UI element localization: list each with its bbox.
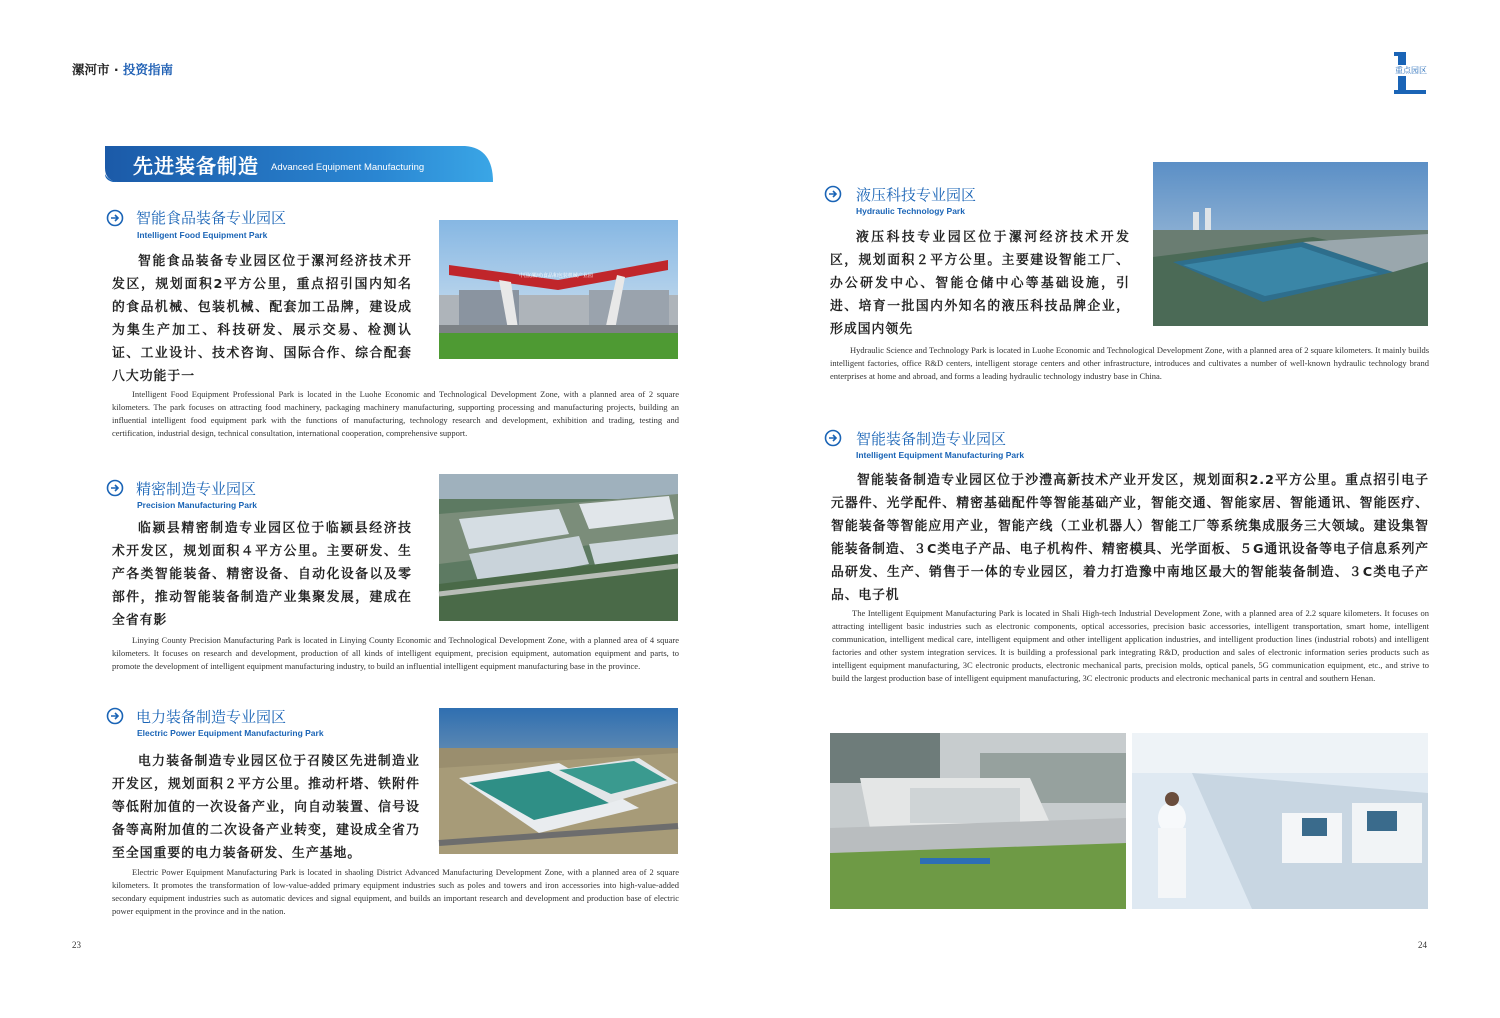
precision-park-body-cn: 临颍县精密制造专业园区位于临颍县经济技术开发区，规划面积４平方公里。主要研发、生产各类智能装备、精密设备、自动化设备以及零部件，推动智能装备制造产业集聚发展，建成在全省有影 (112, 521, 412, 629)
section-title-precision: 精密制造专业园区 (136, 480, 257, 498)
banner-subtitle: Advanced Equipment Manufacturing (271, 162, 425, 173)
power-park-photo (439, 708, 678, 854)
header-city: 漯河市 (72, 62, 110, 77)
section-subtitle-food: Intelligent Food Equipment Park (137, 230, 268, 240)
section-subtitle-power: Electric Power Equipment Manufacturing Park (137, 728, 324, 738)
precision-park-photo (439, 474, 678, 621)
intelligent-park-building-photo (830, 733, 1126, 909)
arrow-circle-icon (106, 209, 124, 227)
hydraulic-park-body-en: Hydraulic Science and Technology Park is located in Luohe Economic and Technological Development Zone, with a planned area of 2 square kilometers. It mainly builds intelligent factories, office R&D centers, intelligent storage centers and other infrastructure, introduces and cultivates a number of well-known hydraulic technology brand enterprises at home and abroad, and forms a leading hydraulic technology industry base in China. (830, 345, 1429, 381)
logo-label: 重点园区 (1395, 66, 1427, 75)
food-park-photo (439, 220, 678, 359)
intelligent-park-body-en: The Intelligent Equipment Manufacturing Park is located in Shali High-tech Industrial Development Zone, with a planned area of 2.2 square kilometers. It focuses on attracting intelligent basic industries such as electronic components, optical accessories, precision basic accessories, intelligent transportation, smart home, intelligent communication, intelligent medical care, intelligent equipment and other intelligent application industries, and intelligent production lines (industrial robots) and intelligent factories and other system integration services. It is building a professional park integrating R&D, production and sales of electronic information series products such as intelligent equipment manufacturing, 3C electronic products, electronic mechanical parts, precision molds, optical panels, 5G communication equipment, etc., and strive to build the largest production base of intelligent equipment manufacturing, 3C electronic products and electronic mechanical parts in central and southern Henan. (832, 608, 1429, 683)
arrow-circle-icon (824, 429, 842, 447)
arrow-circle-icon (106, 707, 124, 725)
power-park-body-en: Electric Power Equipment Manufacturing Park is located in shaoling District Advanced Manufacturing Development Zone, with a planned area of 2 square kilometers. It promotes the transformation of low-value-added primary equipment industries such as poles and towers and iron accessories into high-value-added secondary equipment industries such as automatic devices and signal equipment, and builds an important research and development and production base of electric power equipment in the province and in the nation. (112, 867, 679, 916)
power-park-body-cn: 电力装备制造专业园区位于召陵区先进制造业开发区，规划面积２平方公里。推动杆塔、铁附件等低附加值的一次设备产业，向自动装置、信号设备等高附加值的二次设备产业转变，建设成全省乃至全国重要的电力装备研发、生产基地。 (112, 754, 420, 862)
header-dot: · (113, 62, 119, 77)
hydraulic-park-photo (1153, 162, 1428, 326)
arrow-circle-icon (824, 185, 842, 203)
intelligent-park-cleanroom-photo (1132, 733, 1428, 909)
section-subtitle-hydraulic: Hydraulic Technology Park (856, 206, 965, 216)
section-title-intelligent: 智能装备制造专业园区 (856, 430, 1007, 448)
section-subtitle-intelligent: Intelligent Equipment Manufacturing Park (856, 450, 1025, 460)
header-guide: 投资指南 (122, 62, 173, 77)
food-park-sign: 中国(漯河)食品和包装机械产业园 (519, 273, 593, 279)
page-number-right: 24 (1418, 940, 1427, 950)
arrow-circle-icon (106, 479, 124, 497)
header-title (72, 60, 173, 78)
banner-title: 先进装备制造 (133, 154, 259, 178)
intelligent-park-body-cn: 智能装备制造专业园区位于沙澧高新技术产业开发区，规划面积2.2平方公里。重点招引电子元器件、光学配件、精密基础配件等智能基础产业，智能交通、智能家居、智能通讯、智能医疗、智能装备等智能应用产业，智能产线（工业机器人）智能工厂等系统集成服务三大领域。建设集智能装备制造、３C类电子产品、电子机构件、精密模具、光学面板、５G通讯设备等电子信息系列产品研发、生产、销售于一体的专业园区，着力打造豫中南地区最大的智能装备制造、３C类电子产品、电子机 (831, 473, 1429, 604)
food-park-body-en: Intelligent Food Equipment Professional Park is located in the Luohe Economic and Technological Development Zone, with a planned area of 2 square kilometers. The park focuses on attracting food machinery, packaging machinery manufacturing, supporting processing and manufacturing projects, building an influential intelligent food equipment park with the functions of manufacturing, technology research and development, exhibition and trading, testing and certification, industrial design, technical consultation, international cooperation, comprehensive support. (112, 389, 679, 438)
food-park-body-cn: 智能食品装备专业园区位于漯河经济技术开发区，规划面积2平方公里，重点招引国内知名的食品机械、包装机械、配套加工品牌，建设成为集生产加工、科技研发、展示交易、检测认证、工业设计、技术咨询、国际合作、综合配套八大功能于一 (112, 254, 412, 385)
section-title-power: 电力装备制造专业园区 (136, 708, 287, 726)
hydraulic-park-body-cn: 液压科技专业园区位于漯河经济技术开发区，规划面积２平方公里。主要建设智能工厂、办公研发中心、智能仓储中心等基础设施，引进、培育一批国内外知名的液压科技品牌企业，形成国内领先 (830, 230, 1130, 338)
section-title-hydraulic: 液压科技专业园区 (856, 186, 977, 204)
page-number-left: 23 (72, 940, 81, 950)
precision-park-body-en: Linying County Precision Manufacturing Park is located in Linying County Economic and Technological Development Zone, with a planned area of 4 square kilometers. It focuses on research and development, production of all kinds of intelligent equipment, precision equipment, automation equipment and parts, to promote the development of intelligent equipment manufacturing industry, to build an influential intelligent equipment manufacturing base in the province. (112, 635, 679, 671)
park-logo (1392, 50, 1428, 96)
section-title-food: 智能食品装备专业园区 (136, 209, 287, 227)
section-subtitle-precision: Precision Manufacturing Park (137, 500, 257, 510)
